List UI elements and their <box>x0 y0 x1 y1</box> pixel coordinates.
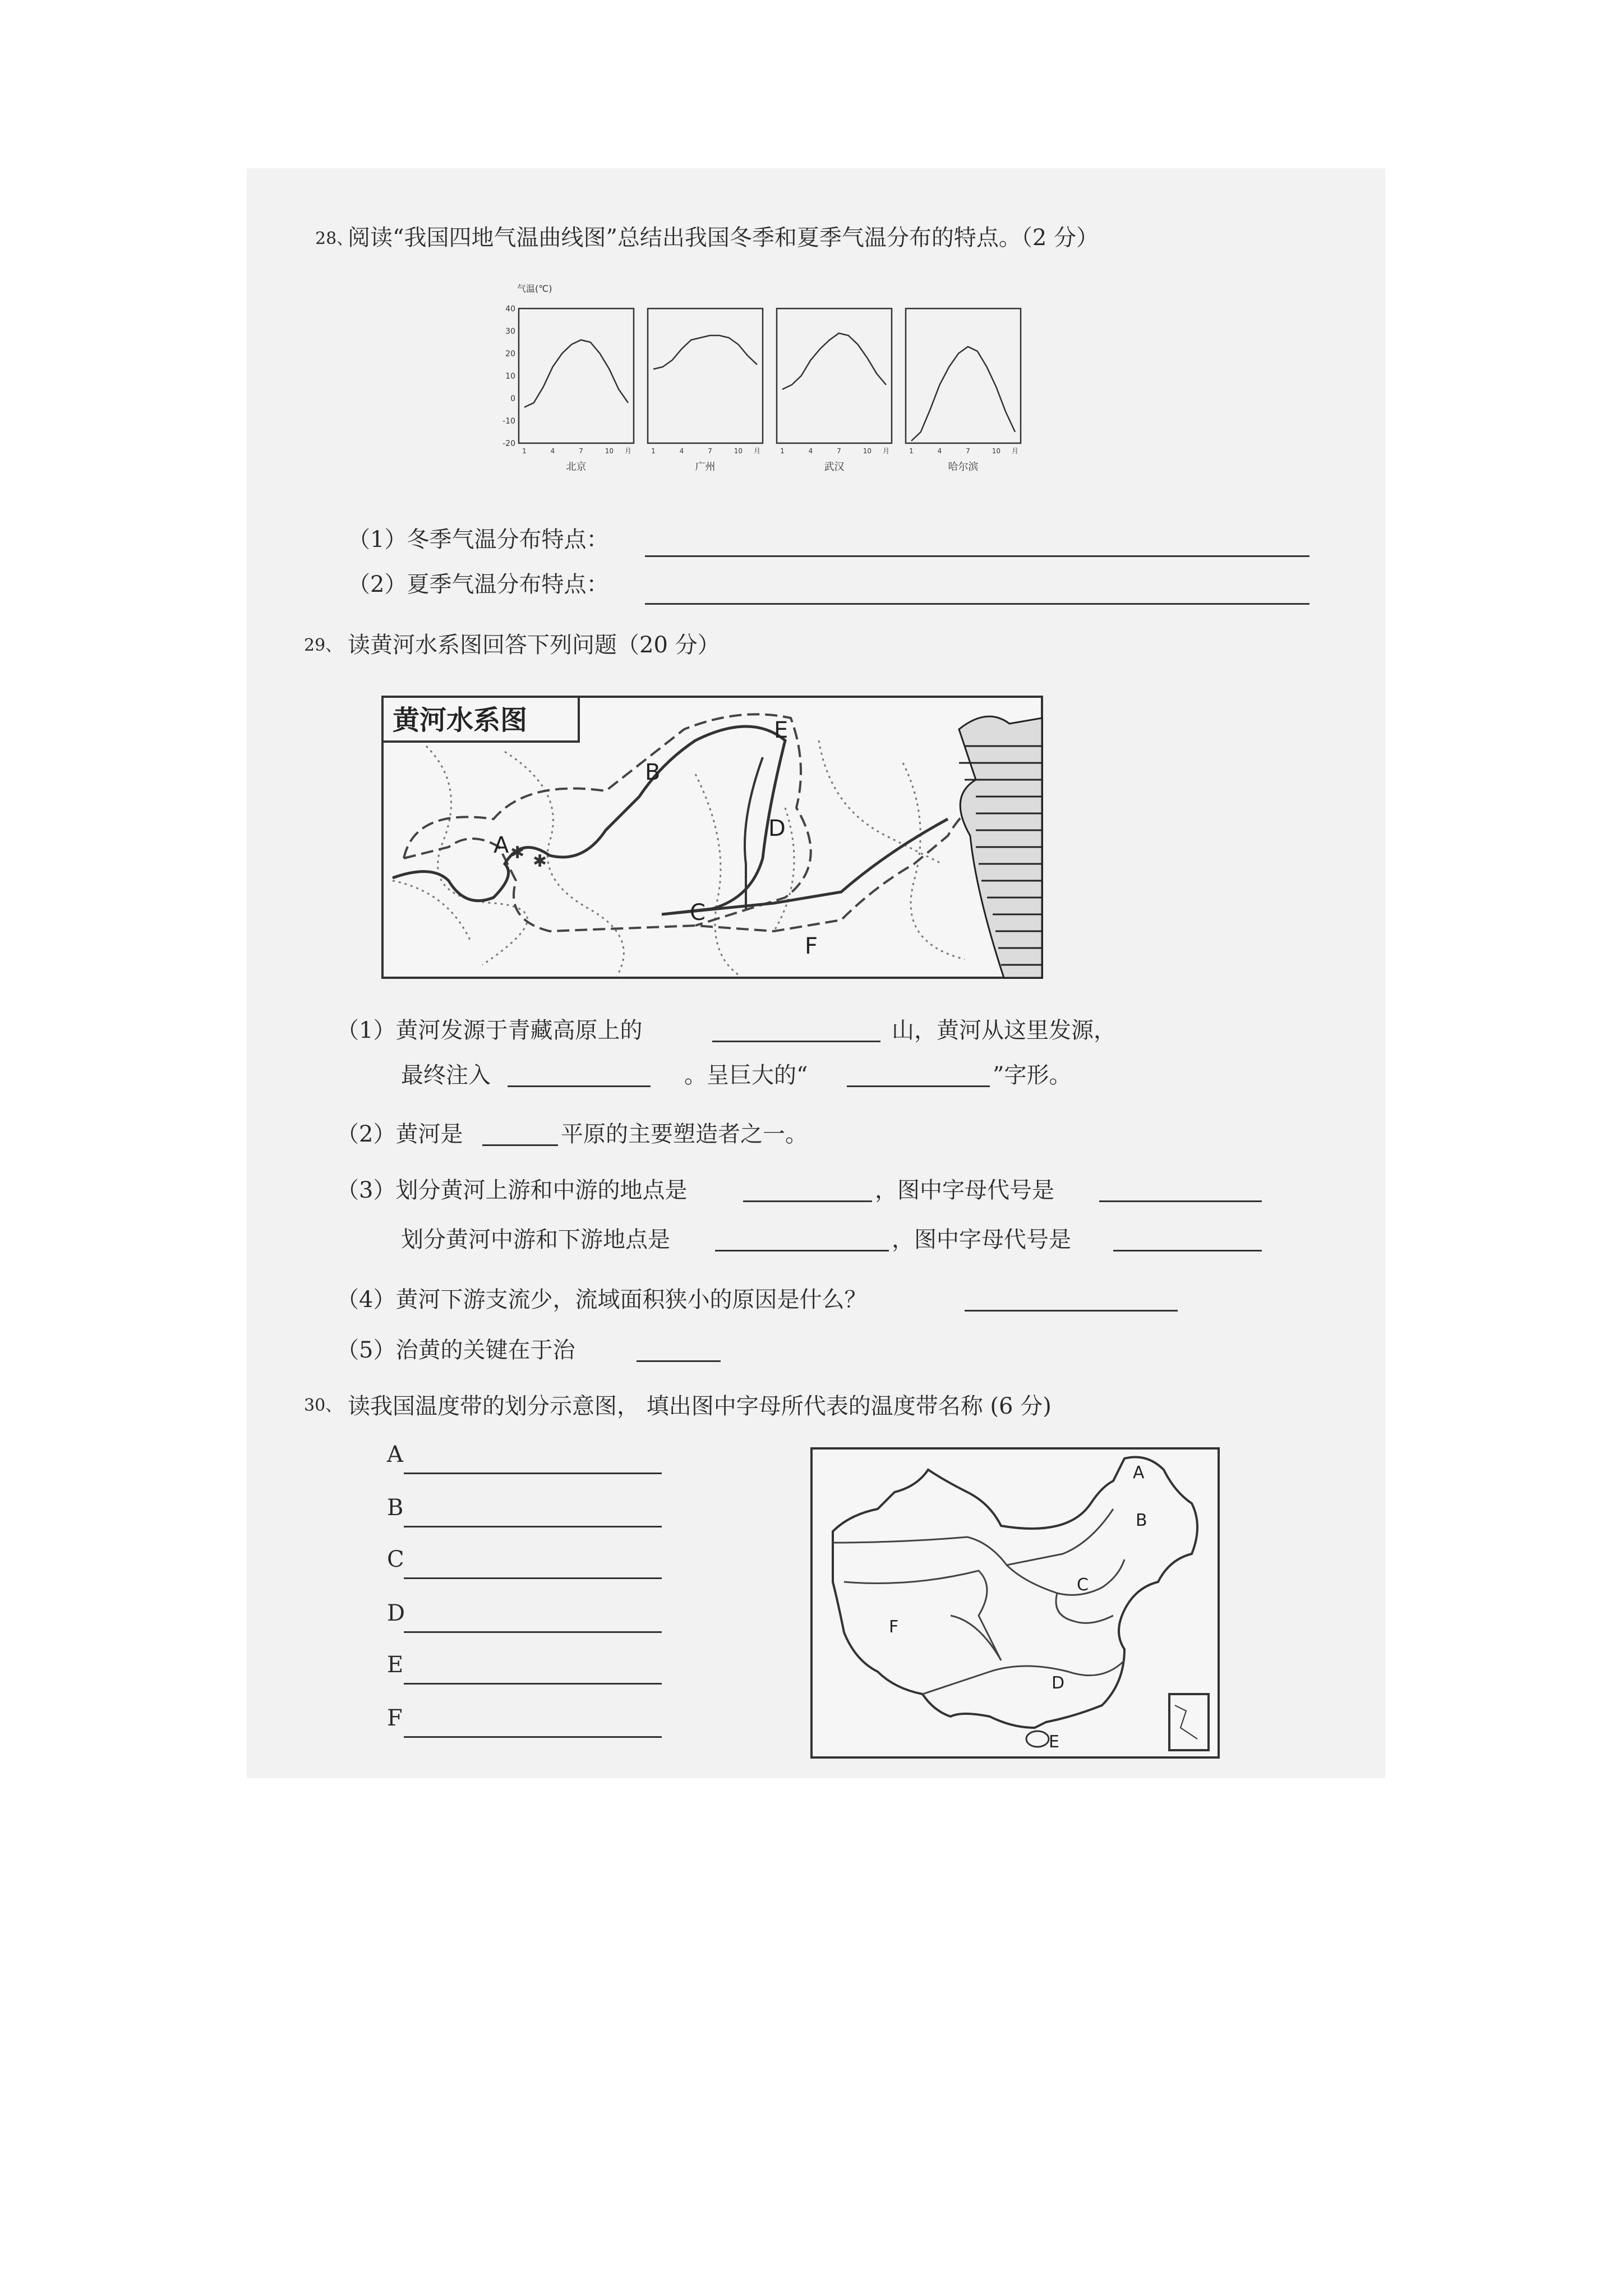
answer-blank-29-upper-middle-letter[interactable] <box>1099 1200 1262 1202</box>
answer-label-f: F <box>387 1705 403 1731</box>
x-tick-unit: 月 <box>1011 447 1019 455</box>
zone-label-f: F <box>889 1617 899 1637</box>
map-label-d: D <box>768 816 786 841</box>
map-title: 黄河水系图 <box>393 705 528 736</box>
yellow-river-map <box>381 696 1043 979</box>
question-29-sub3c: 划分黄河中游和下游地点是 <box>401 1227 670 1253</box>
answer-label-d: D <box>387 1600 405 1626</box>
answer-blank-29-sea[interactable] <box>508 1085 651 1087</box>
answer-label-c: C <box>387 1547 404 1572</box>
x-tick-unit: 月 <box>882 447 890 455</box>
x-tick-label: 10 <box>605 447 614 455</box>
chart-panel-frame <box>519 309 634 443</box>
x-tick-label: 4 <box>808 447 813 455</box>
chart-y-axis-label: 气温(℃) <box>517 283 552 294</box>
question-29-sub2a: （2）黄河是 <box>336 1121 463 1147</box>
temperature-curve-3 <box>782 333 886 389</box>
x-tick-label: 1 <box>909 447 914 455</box>
answer-blank-29-reason[interactable] <box>965 1310 1178 1312</box>
question-29-sub4: （4）黄河下游支流少，流域面积狭小的原因是什么？ <box>336 1287 867 1313</box>
question-28-sub1: （1）冬季气温分布特点： <box>348 527 609 553</box>
y-tick-label: 10 <box>505 372 515 381</box>
map-label-f: F <box>805 933 818 959</box>
question-29-sub3a: （3）划分黄河上游和中游的地点是 <box>336 1177 688 1203</box>
question-29-sub1e: ”字形。 <box>993 1062 1072 1088</box>
x-tick-label: 7 <box>579 447 583 455</box>
temperature-curve-1 <box>524 340 628 407</box>
answer-blank-30-b[interactable] <box>404 1526 662 1527</box>
question-29-sub5: （5）治黄的关键在于治 <box>336 1337 575 1363</box>
temperature-curve-4 <box>911 347 1015 441</box>
x-tick-label: 10 <box>863 447 872 455</box>
question-30-number: 30、 <box>304 1396 343 1415</box>
question-29-sub1d: 。呈巨大的“ <box>684 1062 808 1088</box>
temperature-zones-map <box>810 1447 1220 1759</box>
zone-label-a: A <box>1133 1463 1145 1483</box>
y-tick-label: -20 <box>502 439 515 448</box>
question-30-prompt: 读我国温度带的划分示意图， 填出图中字母所代表的温度带名称 (6 分) <box>348 1393 1052 1419</box>
city-name-label: 哈尔滨 <box>948 461 979 473</box>
chart-panel-frame <box>906 309 1021 443</box>
city-name-label: 北京 <box>566 461 587 473</box>
y-tick-label: 40 <box>505 305 515 314</box>
question-29-sub1c: 最终注入 <box>401 1062 491 1088</box>
question-29-sub2b: 平原的主要塑造者之一。 <box>561 1121 808 1147</box>
answer-blank-28-2[interactable] <box>645 603 1310 605</box>
answer-blank-29-middle-lower-place[interactable] <box>715 1250 889 1251</box>
answer-blank-30-d[interactable] <box>404 1631 662 1633</box>
map-label-c: C <box>690 900 706 926</box>
answer-blank-29-middle-lower-letter[interactable] <box>1113 1250 1262 1251</box>
map-label-e: E <box>774 717 789 743</box>
y-tick-label: -10 <box>502 417 515 426</box>
zone-label-d: D <box>1052 1673 1065 1693</box>
x-tick-label: 7 <box>837 447 841 455</box>
answer-blank-29-key[interactable] <box>637 1360 721 1362</box>
answer-blank-28-1[interactable] <box>645 555 1310 557</box>
answer-blank-30-c[interactable] <box>404 1577 662 1579</box>
x-tick-label: 1 <box>780 447 785 455</box>
chart-panel-frame <box>648 309 763 443</box>
answer-blank-30-f[interactable] <box>404 1736 662 1738</box>
x-tick-label: 1 <box>651 447 656 455</box>
x-tick-label: 4 <box>937 447 942 455</box>
dam-icon: ✱ <box>510 843 525 863</box>
question-29-sub3d: ，图中字母代号是 <box>892 1227 1071 1253</box>
question-29-sub3b: ，图中字母代号是 <box>875 1177 1054 1203</box>
zone-label-c: C <box>1077 1575 1089 1595</box>
question-28-number: 28、 <box>315 229 354 249</box>
x-tick-label: 7 <box>708 447 712 455</box>
city-name-label: 广州 <box>695 461 716 473</box>
city-name-label: 武汉 <box>824 461 845 473</box>
map-label-a: A <box>494 832 509 858</box>
chart-panel-frame <box>777 309 892 443</box>
x-tick-label: 4 <box>679 447 684 455</box>
x-tick-label: 1 <box>522 447 527 455</box>
x-tick-label: 4 <box>550 447 555 455</box>
answer-label-e: E <box>387 1652 404 1678</box>
x-tick-unit: 月 <box>753 447 761 455</box>
answer-blank-29-mountain[interactable] <box>712 1041 880 1042</box>
zone-label-e: E <box>1049 1732 1059 1752</box>
question-29-sub1a: （1）黄河发源于青藏高原上的 <box>336 1018 643 1043</box>
temperature-curve-2 <box>653 335 757 369</box>
answer-blank-29-upper-middle-place[interactable] <box>743 1200 872 1202</box>
x-tick-unit: 月 <box>624 447 632 455</box>
map-label-b: B <box>645 760 661 785</box>
question-28-prompt: 阅读“我国四地气温曲线图”总结出我国冬季和夏季气温分布的特点。（2 分） <box>348 225 1099 251</box>
y-tick-label: 30 <box>505 327 515 336</box>
dam-icon: ✱ <box>533 852 547 871</box>
question-28-sub2: （2）夏季气温分布特点： <box>348 572 609 597</box>
answer-label-a: A <box>387 1442 403 1467</box>
question-29-number: 29、 <box>304 636 343 655</box>
x-tick-label: 10 <box>992 447 1001 455</box>
x-tick-label: 7 <box>966 447 970 455</box>
y-tick-label: 0 <box>510 394 515 403</box>
answer-blank-30-e[interactable] <box>404 1683 662 1685</box>
temperature-curve-charts <box>494 280 1077 494</box>
answer-blank-29-plain[interactable] <box>482 1144 558 1146</box>
x-tick-label: 10 <box>734 447 743 455</box>
zone-label-b: B <box>1136 1511 1147 1530</box>
y-tick-label: 20 <box>505 349 515 358</box>
answer-blank-29-shape[interactable] <box>847 1085 990 1087</box>
answer-label-b: B <box>387 1495 404 1521</box>
answer-blank-30-a[interactable] <box>404 1473 662 1474</box>
question-29-prompt: 读黄河水系图回答下列问题（20 分） <box>348 632 720 658</box>
question-29-sub1b: 山，黄河从这里发源， <box>892 1018 1116 1043</box>
